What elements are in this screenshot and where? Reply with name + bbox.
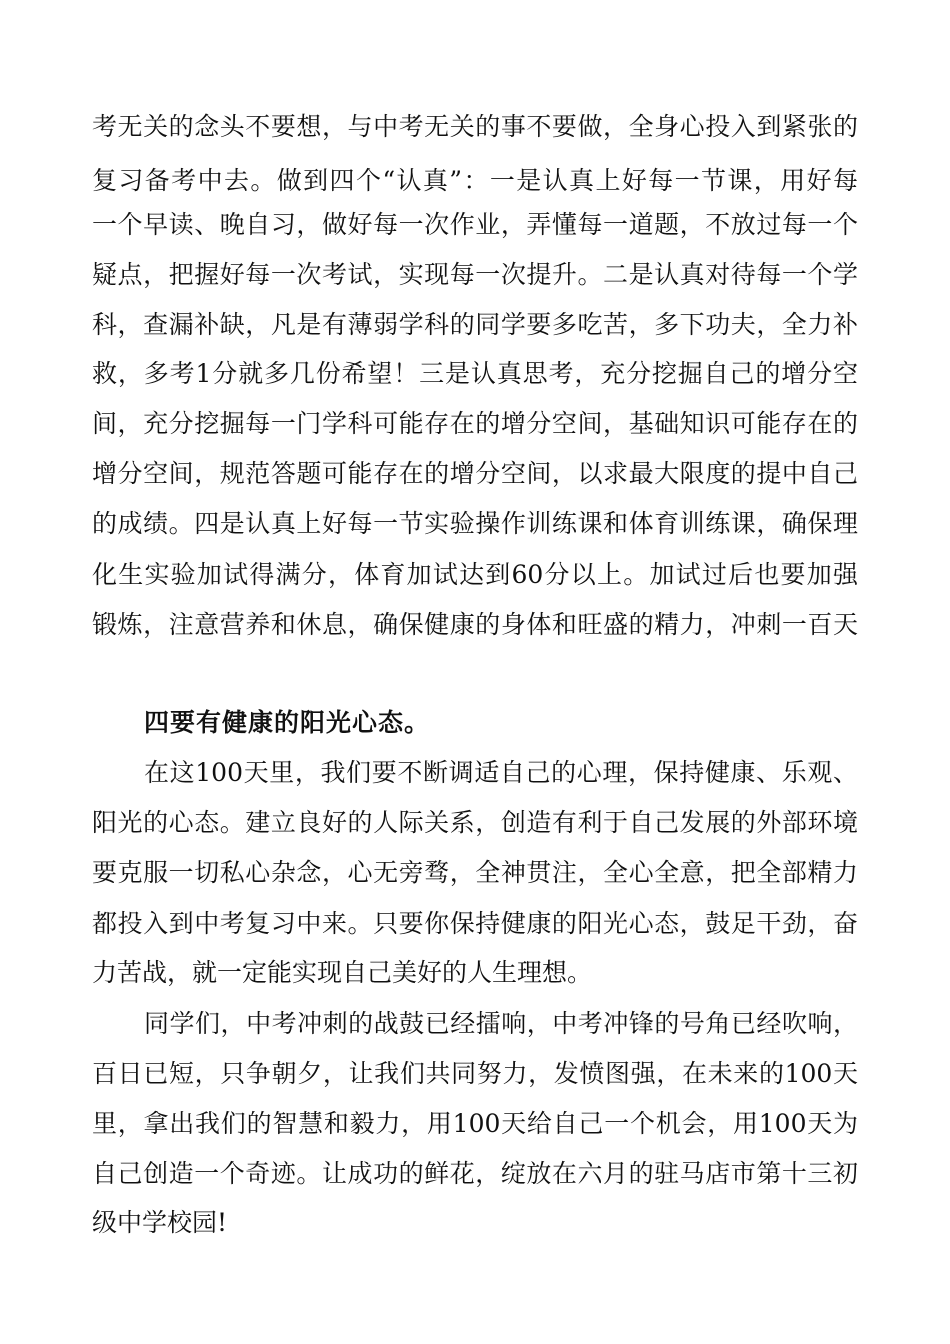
paragraph-line: 复习备考中去。做到四个“认真”：一是认真上好每一节课，用好每 <box>92 166 858 195</box>
paragraph-line: 的成绩。四是认真上好每一节实验操作训练课和体育训练课，确保理 <box>92 509 858 538</box>
paragraph-line: 间，充分挖掘每一门学科可能存在的增分空间，基础知识可能存在的 <box>92 409 858 438</box>
paragraph-line: 里，拿出我们的智慧和毅力，用100天给自己一个机会，用100天为 <box>92 1109 858 1138</box>
paragraph-line: 增分空间，规范答题可能存在的增分空间，以求最大限度的提中自己 <box>92 459 858 488</box>
paragraph-line: 救，多考1分就多几份希望！三是认真思考，充分挖掘自己的增分空 <box>92 359 858 388</box>
paragraph-line: 化生实验加试得满分，体育加试达到60分以上。加试过后也要加强 <box>92 560 858 589</box>
paragraph-line: 级中学校园! <box>92 1208 228 1237</box>
paragraph-line: 在这100天里，我们要不断调适自己的心理，保持健康、乐观、 <box>144 758 858 787</box>
paragraph-line: 考无关的念头不要想，与中考无关的事不要做，全身心投入到紧张的 <box>92 112 858 141</box>
paragraph-line: 同学们，中考冲刺的战鼓已经擂响，中考冲锋的号角已经吹响， <box>144 1009 858 1038</box>
paragraph-line: 阳光的心态。建立良好的人际关系，创造有利于自己发展的外部环境 <box>92 808 858 837</box>
paragraph-line: 一个早读、晚自习，做好每一次作业，弄懂每一道题，不放过每一个 <box>92 210 858 239</box>
paragraph-line: 科，查漏补缺，凡是有薄弱学科的同学要多吃苦，多下功夫，全力补 <box>92 310 858 339</box>
paragraph-line: 锻炼，注意营养和休息，确保健康的身体和旺盛的精力，冲刺一百天 <box>92 610 858 639</box>
paragraph-line: 自己创造一个奇迹。让成功的鲜花，绽放在六月的驻马店市第十三初 <box>92 1159 858 1188</box>
paragraph-line: 疑点，把握好每一次考试，实现每一次提升。二是认真对待每一个学 <box>92 260 858 289</box>
section-heading: 四要有健康的阳光心态。 <box>144 708 431 737</box>
paragraph-line: 要克服一切私心杂念，心无旁骛，全神贯注，全心全意，把全部精力 <box>92 858 858 887</box>
paragraph-line: 都投入到中考复习中来。只要你保持健康的阳光心态，鼓足干劲，奋 <box>92 909 858 938</box>
paragraph-line: 百日已短，只争朝夕，让我们共同努力，发愤图强，在未来的100天 <box>92 1059 858 1088</box>
paragraph-line: 力苦战，就一定能实现自己美好的人生理想。 <box>92 958 593 987</box>
